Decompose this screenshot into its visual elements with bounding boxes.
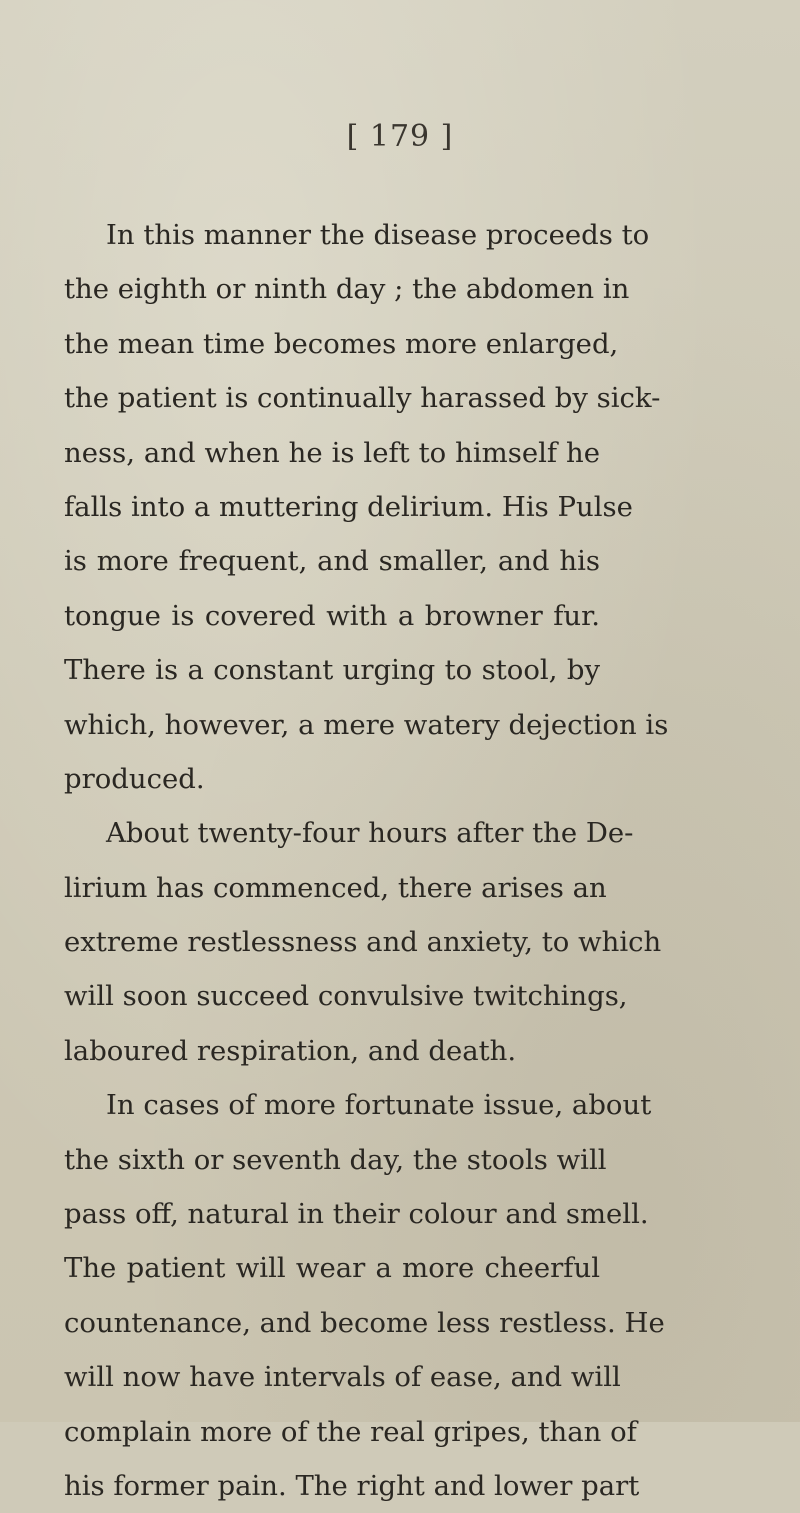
text-line: lirium has commenced, there arises an (64, 871, 607, 904)
text-line: his former pain. The right and lower part (64, 1469, 640, 1502)
text-line: countenance, and become less restless. He (64, 1306, 665, 1339)
text-line: extreme restlessness and anxiety, to which (64, 926, 662, 959)
text-line: There is a constant urging to stool, by (64, 654, 600, 687)
text-line: will now have intervals of ease, and will (64, 1361, 621, 1394)
text-line: laboured respiration, and death. (64, 1034, 517, 1067)
text-line: the eighth or ninth day ; the abdomen in (64, 273, 630, 306)
text-line: the patient is continually harassed by sick- (64, 382, 661, 415)
text-line: falls into a muttering delirium. His Pulse (64, 490, 633, 523)
text-line: In cases of more fortunate issue, about (106, 1089, 652, 1122)
text-line: the mean time becomes more enlarged, (64, 327, 619, 360)
text-line: complain more of the real gripes, than of (64, 1415, 637, 1448)
text-line: The patient will wear a more cheerful (64, 1252, 600, 1285)
text-line: the sixth or seventh day, the stools will (64, 1143, 607, 1176)
text-line: is more frequent, and smaller, and his (64, 545, 600, 578)
body-text (64, 208, 669, 1513)
text-line: will soon succeed convulsive twitchings, (64, 980, 628, 1013)
text-line: About twenty-four hours after the De- (106, 817, 634, 850)
text-line: ness, and when he is left to himself he (64, 436, 600, 469)
text-line: tongue is covered with a browner fur. (64, 599, 600, 632)
text-line: In this manner the disease proceeds to (106, 219, 650, 251)
text-line: pass off, natural in their colour and smell. (64, 1198, 649, 1231)
text-line: which, however, a mere watery dejection is (64, 708, 669, 741)
page-number: [ 179 ] (346, 119, 454, 154)
text-line: produced. (64, 762, 205, 795)
